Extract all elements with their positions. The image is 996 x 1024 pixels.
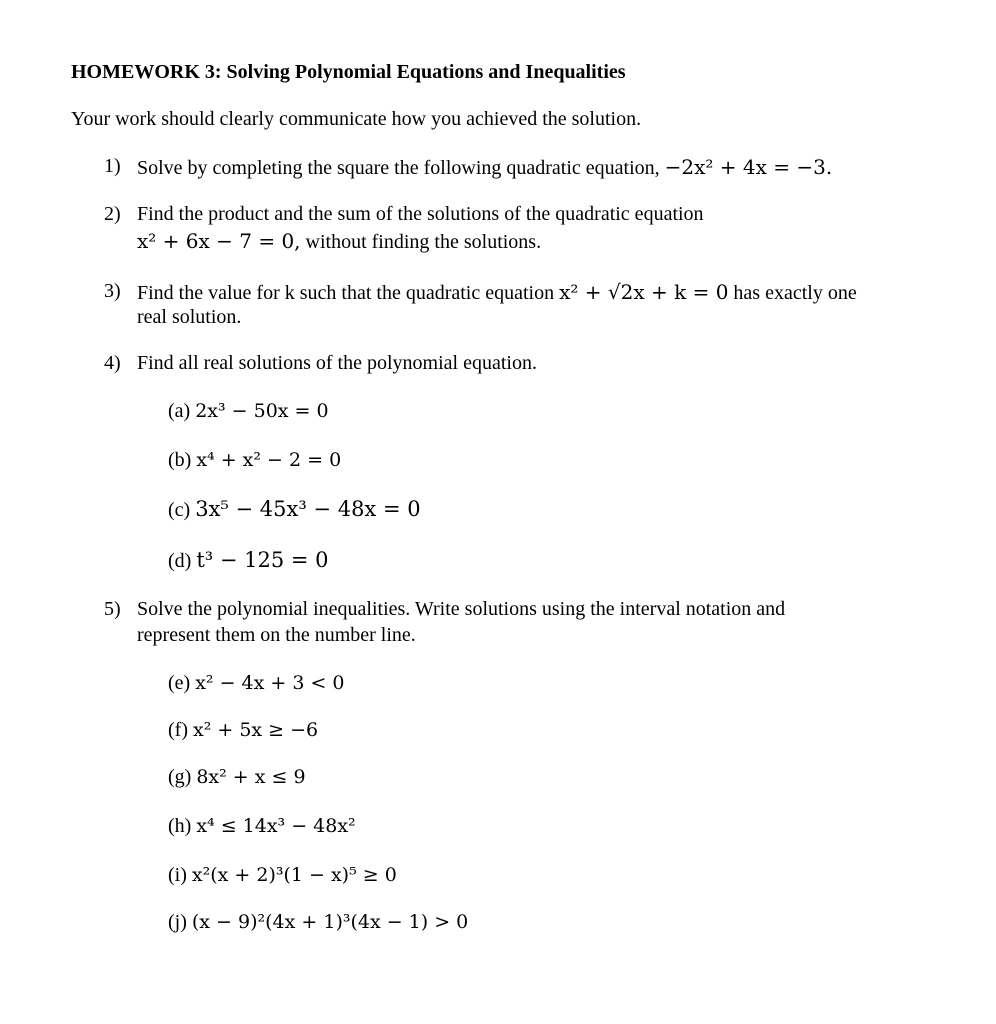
part-f (168, 719, 318, 742)
problem-4-number: 4) (104, 352, 121, 374)
part-d (168, 548, 329, 573)
part-e-inequality: x² − 4x + 3 < 0 (195, 672, 345, 694)
problem-3-text: Find the value for k such that the quadratic equation (137, 282, 560, 304)
intro-text: Your work should clearly communicate how you achieved the solution. (71, 108, 642, 130)
problem-3-math: x² + √2x + k = 0 (559, 280, 729, 304)
part-a-equation: 2x³ − 50x = 0 (195, 400, 329, 422)
part-e-label: (e) (168, 672, 191, 694)
part-i-label: (i) (168, 864, 187, 886)
part-j-inequality: (x − 9)²(4x + 1)³(4x − 1) > 0 (191, 911, 469, 933)
problem-3-number: 3) (104, 280, 121, 302)
problem-1-number: 1) (104, 155, 121, 177)
problem-3-line1 (137, 280, 857, 305)
part-h-label: (h) (168, 815, 192, 837)
problem-3-line2: real solution. (137, 306, 242, 328)
problem-2-line1: Find the product and the sum of the solutions of the quadratic equation (137, 203, 704, 225)
problem-5-line2: represent them on the number line. (137, 624, 416, 646)
problem-4-text: Find all real solutions of the polynomial equation. (137, 352, 537, 374)
part-g-label: (g) (168, 766, 192, 788)
part-b (168, 449, 341, 472)
part-d-equation: t³ − 125 = 0 (196, 548, 329, 572)
part-c-label: (c) (168, 499, 191, 521)
part-c-equation: 3x⁵ − 45x³ − 48x = 0 (195, 497, 421, 521)
part-e (168, 672, 345, 695)
part-a-label: (a) (168, 400, 191, 422)
part-j (168, 911, 468, 934)
part-a (168, 400, 329, 423)
problem-3-tail: has exactly one (728, 282, 857, 304)
page-title: HOMEWORK 3: Solving Polynomial Equations and Inequalities (71, 61, 626, 83)
problem-5-line1: Solve the polynomial inequalities. Write solutions using the interval notation and (137, 598, 786, 620)
problem-2-number: 2) (104, 203, 121, 225)
part-i (168, 864, 397, 887)
part-g (168, 766, 306, 789)
part-h-inequality: x⁴ ≤ 14x³ − 48x² (196, 815, 356, 837)
problem-2-math: x² + 6x − 7 = 0, (137, 229, 301, 253)
problem-1-math: −2x² + 4x = −3. (664, 155, 833, 179)
part-f-label: (f) (168, 719, 188, 741)
part-i-inequality: x²(x + 2)³(1 − x)⁵ ≥ 0 (191, 864, 397, 886)
part-c (168, 497, 421, 522)
problem-2-tail: without finding the solutions. (300, 231, 542, 253)
problem-5-number: 5) (104, 598, 121, 620)
problem-1-text: Solve by completing the square the following quadratic equation, (137, 157, 665, 179)
problem-2-line2 (137, 229, 541, 254)
part-b-label: (b) (168, 449, 192, 471)
part-d-label: (d) (168, 550, 192, 572)
part-g-inequality: 8x² + x ≤ 9 (196, 766, 306, 788)
part-j-label: (j) (168, 911, 187, 933)
part-b-equation: x⁴ + x² − 2 = 0 (196, 449, 342, 471)
part-f-inequality: x² + 5x ≥ −6 (192, 719, 319, 741)
problem-1 (137, 155, 832, 180)
part-h (168, 815, 356, 838)
